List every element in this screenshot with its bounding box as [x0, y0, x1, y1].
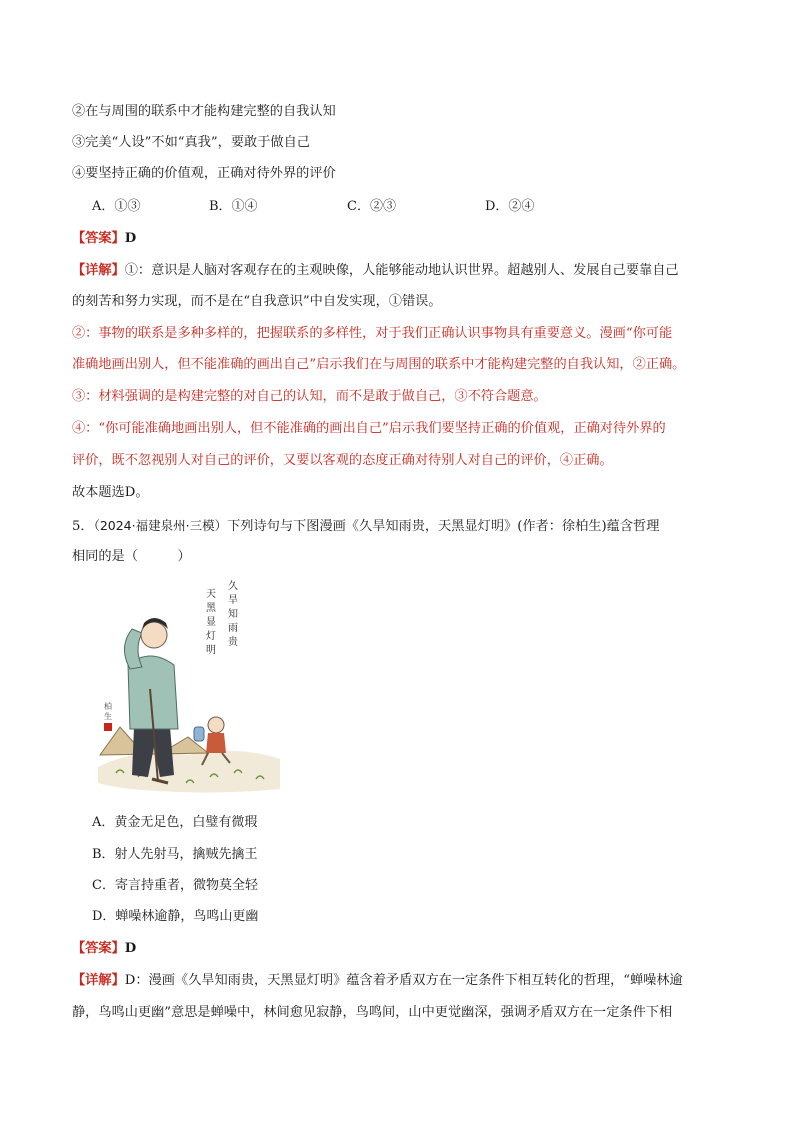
detail-text: D：漫画《久旱知雨贵，天黑显灯明》蕴含着矛盾双方在一定条件下相互转化的哲理，“蝉噪林逾	[124, 973, 683, 988]
child-clothes	[206, 733, 226, 753]
q5-detail-line-2: 静，鸟鸣山更幽”意思是蝉噪中，林间愈见寂静，鸟鸣间，山中更觉幽深，强调矛盾双方在一定条件下相	[72, 1005, 673, 1020]
q4-red-line-3: ③：材料强调的是构建完整的对自己的认知，而不是敢于做自己，③不符合题意。	[72, 389, 547, 404]
detail-text: ①：意识是人脑对客观存在的主观映像，人能够能动地认识世界。超越别人、发展自己要靠自己	[124, 263, 679, 278]
statement-4: ④要坚持正确的价值观，正确对待外界的评价	[72, 166, 336, 181]
q4-red-line-1: ②：事物的联系是多种多样的，把握联系的多样性，对于我们正确认识事物具有重要意义。漫画“你可能	[72, 326, 673, 341]
ground-wash	[98, 751, 280, 793]
poem-char: 灯	[206, 631, 216, 642]
q4-answer	[72, 230, 136, 248]
poem-char: 显	[206, 617, 216, 628]
poem-char: 贵	[228, 637, 238, 648]
poem-char: 雨	[228, 623, 238, 634]
q4-red-line-5: 评价，既不忽视别人对自己的评价，又要以客观的态度正确对待别人对自己的评价，④正确。	[72, 453, 613, 468]
q5-stem-text: 下列诗句与下图漫画《久旱知雨贵，天黑显灯明》(作者：徐柏生)蕴含哲理	[227, 519, 660, 534]
detail-label: 【详解】	[72, 263, 125, 278]
answer-value: D	[124, 231, 137, 246]
poem-char: 知	[228, 609, 238, 620]
poem-char: 明	[206, 645, 216, 656]
artist-signature-2: 生	[104, 712, 112, 721]
poem-char: 久	[228, 581, 238, 592]
q5-stem-line-1	[72, 517, 659, 536]
artist-seal	[104, 723, 112, 731]
q4-option-c: C．②③	[347, 199, 396, 214]
statement-3: ③完美“人设”不如“真我”，要敢于做自己	[72, 135, 310, 150]
child-head	[208, 717, 224, 733]
cartoon-illustration	[98, 577, 280, 795]
q5-option-b: B．射人先射马，擒贼先擒王	[92, 847, 258, 862]
artist-signature: 柏	[104, 702, 112, 711]
q4-option-a: A．①③	[92, 199, 141, 214]
q5-option-d: D．蝉噪林逾静，鸟鸣山更幽	[92, 909, 259, 924]
answer-label: 【答案】	[72, 941, 125, 956]
poem-char: 黑	[206, 603, 216, 614]
q5-answer	[72, 940, 136, 958]
child-bottle	[194, 727, 204, 741]
poem-char: 旱	[228, 595, 238, 606]
answer-label: 【答案】	[72, 231, 125, 246]
q5-source: （2024·福建泉州·三模）	[93, 518, 228, 533]
detail-label: 【详解】	[72, 973, 125, 988]
answer-value: D	[124, 941, 137, 956]
q4-option-d: D．②④	[485, 199, 535, 214]
q5-option-c: C．寄言持重者，微物莫全轻	[92, 878, 258, 893]
poem-char: 天	[206, 589, 216, 600]
q4-red-line-2: 准确地画出别人，但不能准确的画出自己”启示我们在与周围的联系中才能构建完整的自我认知，②正确。	[72, 357, 686, 372]
q5-option-a: A．黄金无足色，白璧有微瑕	[92, 815, 258, 830]
farmer-arm	[124, 629, 142, 669]
q4-detail-line-1	[72, 262, 679, 280]
statement-2: ②在与周围的联系中才能构建完整的自我认知	[72, 104, 336, 119]
q5-number: 5．	[72, 519, 94, 534]
q4-conclusion: 故本题选D。	[72, 485, 149, 500]
q5-detail-line-1	[72, 972, 683, 990]
q4-red-line-4: ④：“你可能准确地画出别人，但不能准确的画出自己”启示我们要坚持正确的价值观，正确对待外界的	[72, 421, 666, 436]
q4-detail-line-2: 的刻苦和努力实现，而不是在“自我意识”中自发实现，①错误。	[72, 294, 442, 309]
q4-option-b: B．①④	[209, 199, 258, 214]
q5-stem-line-2: 相同的是（ ）	[72, 549, 191, 564]
cartoon-poem	[206, 579, 239, 656]
